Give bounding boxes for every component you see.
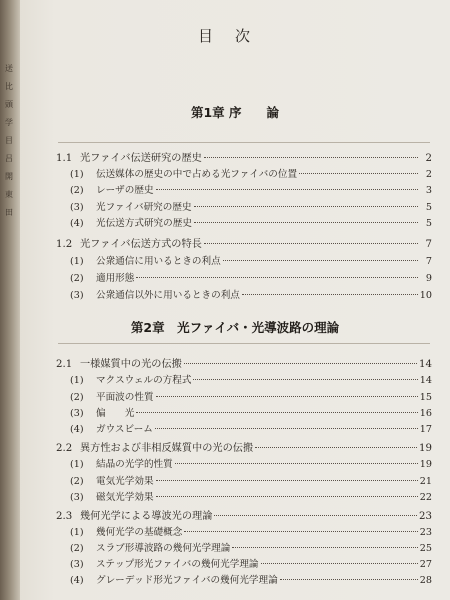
entry-number: (3) (70, 492, 84, 503)
entry-page-number: 28 (419, 575, 432, 586)
toc-subsection-entry (70, 182, 432, 196)
dot-leader (204, 157, 418, 158)
dot-leader (255, 447, 417, 448)
dot-leader (299, 173, 418, 174)
dot-leader (242, 294, 418, 295)
dot-leader (194, 206, 418, 207)
divider (58, 343, 430, 344)
entry-number: (1) (70, 169, 84, 180)
entry-page-number: 27 (419, 559, 432, 570)
entry-page-number: 14 (419, 359, 432, 370)
entry-number: (4) (70, 424, 84, 435)
entry-number: (4) (70, 218, 84, 229)
entry-number: 2.2 (56, 443, 73, 454)
entry-title: グレーデッド形光ファイバの幾何光学理論 (96, 575, 278, 586)
entry-page-number: 14 (419, 375, 432, 386)
entry-page-number: 5 (425, 202, 432, 213)
entry-number: (2) (70, 185, 84, 196)
dot-leader (193, 379, 417, 380)
entry-number: (3) (70, 290, 84, 301)
entry-number: 1.2 (56, 239, 73, 250)
spine-char: 目 (5, 136, 13, 145)
entry-page-number: 2 (425, 153, 432, 164)
entry-title: 光ファイバ研究の歴史 (96, 202, 192, 213)
toc-subsection-entry (70, 421, 432, 435)
entry-title: 光ファイバ伝送方式の特長 (80, 239, 202, 250)
dot-leader (136, 412, 417, 413)
entry-title: 平面波の性質 (96, 392, 154, 403)
dot-leader (280, 579, 418, 580)
toc-subsection-entry (70, 473, 432, 487)
spine-char: 吕 (5, 154, 13, 163)
dot-leader (232, 547, 417, 548)
entry-page-number: 19 (419, 459, 432, 470)
entry-title: ステップ形光ファイバの幾何光学理論 (96, 559, 259, 570)
dot-leader (175, 463, 418, 464)
entry-title: 磁気光学効果 (96, 492, 154, 503)
spine-char: 田 (5, 208, 13, 217)
dot-leader (214, 515, 417, 516)
entry-number: (1) (70, 527, 84, 538)
entry-number: (1) (70, 375, 84, 386)
entry-title: 偏 光 (96, 408, 135, 419)
toc-subsection-entry (70, 556, 432, 570)
entry-page-number: 3 (425, 185, 432, 196)
dot-leader (156, 496, 418, 497)
entry-page-number: 7 (425, 256, 432, 267)
entry-page-number: 2 (425, 169, 432, 180)
toc-subsection-entry (70, 215, 432, 229)
entry-title: 異方性および非相反媒質中の光の伝搬 (80, 443, 254, 454)
toc-subsection-entry (70, 456, 432, 470)
entry-number: (3) (70, 408, 84, 419)
spine-text (3, 60, 15, 222)
entry-page-number: 22 (419, 492, 432, 503)
toc-section-entry (56, 439, 432, 454)
toc-section-entry (56, 149, 432, 164)
spine-char: 学 (5, 118, 13, 127)
toc-subsection-entry (70, 524, 432, 538)
entry-number: (1) (70, 256, 84, 267)
entry-number: (3) (70, 202, 84, 213)
toc-subsection-entry (70, 199, 432, 213)
entry-page-number: 21 (419, 476, 432, 487)
entry-page-number: 15 (419, 392, 432, 403)
entry-title: ガウスビーム (96, 424, 153, 435)
toc-page (20, 0, 450, 600)
entry-page-number: 10 (419, 290, 432, 301)
entry-title: 幾何光学の基礎概念 (96, 527, 183, 538)
toc-section-entry (56, 355, 432, 370)
dot-leader (136, 277, 418, 278)
entry-page-number: 17 (419, 424, 432, 435)
entry-number: 2.1 (56, 359, 73, 370)
spine-char: 頭 (5, 100, 13, 109)
toc-subsection-entry (70, 540, 432, 554)
entry-page-number: 23 (419, 527, 432, 538)
entry-number: (1) (70, 459, 84, 470)
spine-char: 送 (5, 64, 13, 73)
toc-subsection-entry (70, 572, 432, 586)
dot-leader (156, 480, 418, 481)
toc-subsection-entry (70, 372, 432, 386)
dot-leader (156, 396, 418, 397)
dot-leader (204, 243, 418, 244)
spine-char: 開 (5, 172, 13, 181)
entry-title: 伝送媒体の歴史の中で占める光ファイバの位置 (96, 169, 298, 180)
toc-subsection-entry (70, 253, 432, 267)
toc-section-entry (56, 507, 432, 522)
toc-subsection-entry (70, 166, 432, 180)
entry-page-number: 16 (419, 408, 432, 419)
entry-number: (4) (70, 575, 84, 586)
entry-number: (2) (70, 273, 84, 284)
page-title: 目次 (197, 27, 272, 45)
toc-subsection-entry (70, 489, 432, 503)
entry-number: 2.3 (56, 511, 73, 522)
dot-leader (223, 260, 418, 261)
entry-title: 公衆通信に用いるときの利点 (96, 256, 221, 267)
entry-page-number: 25 (419, 543, 432, 554)
dot-leader (184, 363, 417, 364)
entry-title: 適用形態 (96, 273, 135, 284)
chapter-heading: 第2章 光ファイバ・光導波路の理論 (130, 320, 340, 335)
entry-title: レーザの歴史 (96, 185, 154, 196)
book-spine-edge (0, 0, 20, 600)
entry-title: 光ファイバ伝送研究の歴史 (80, 153, 202, 164)
toc-section-entry (56, 235, 432, 250)
entry-number: (2) (70, 543, 84, 554)
entry-title: マクスウェルの方程式 (96, 375, 192, 386)
entry-title: スラブ形導波路の幾何光学理論 (96, 543, 231, 554)
entry-page-number: 19 (419, 443, 432, 454)
dot-leader (261, 563, 418, 564)
entry-title: 結晶の光学的性質 (96, 459, 173, 470)
entry-title: 幾何光学による導波光の理論 (80, 511, 213, 522)
entry-page-number: 23 (419, 511, 432, 522)
entry-title: 一様媒質中の光の伝搬 (80, 359, 182, 370)
entry-title: 光伝送方式研究の歴史 (96, 218, 192, 229)
toc-subsection-entry (70, 389, 432, 403)
entry-number: (2) (70, 476, 84, 487)
dot-leader (156, 189, 418, 190)
entry-title: 公衆通信以外に用いるときの利点 (96, 290, 240, 301)
toc-subsection-entry (70, 405, 432, 419)
divider (58, 142, 430, 143)
dot-leader (184, 531, 417, 532)
entry-number: (3) (70, 559, 84, 570)
entry-page-number: 7 (425, 239, 432, 250)
chapter-heading: 第1章 序 論 (190, 105, 280, 120)
entry-page-number: 5 (425, 218, 432, 229)
spine-char: 東 (5, 190, 13, 199)
entry-number: (2) (70, 392, 84, 403)
entry-number: 1.1 (56, 153, 73, 164)
dot-leader (155, 428, 418, 429)
entry-title: 電気光学効果 (96, 476, 154, 487)
toc-subsection-entry (70, 270, 432, 284)
dot-leader (194, 222, 418, 223)
entry-page-number: 9 (425, 273, 432, 284)
spine-char: 比 (5, 82, 13, 91)
toc-subsection-entry (70, 287, 432, 301)
